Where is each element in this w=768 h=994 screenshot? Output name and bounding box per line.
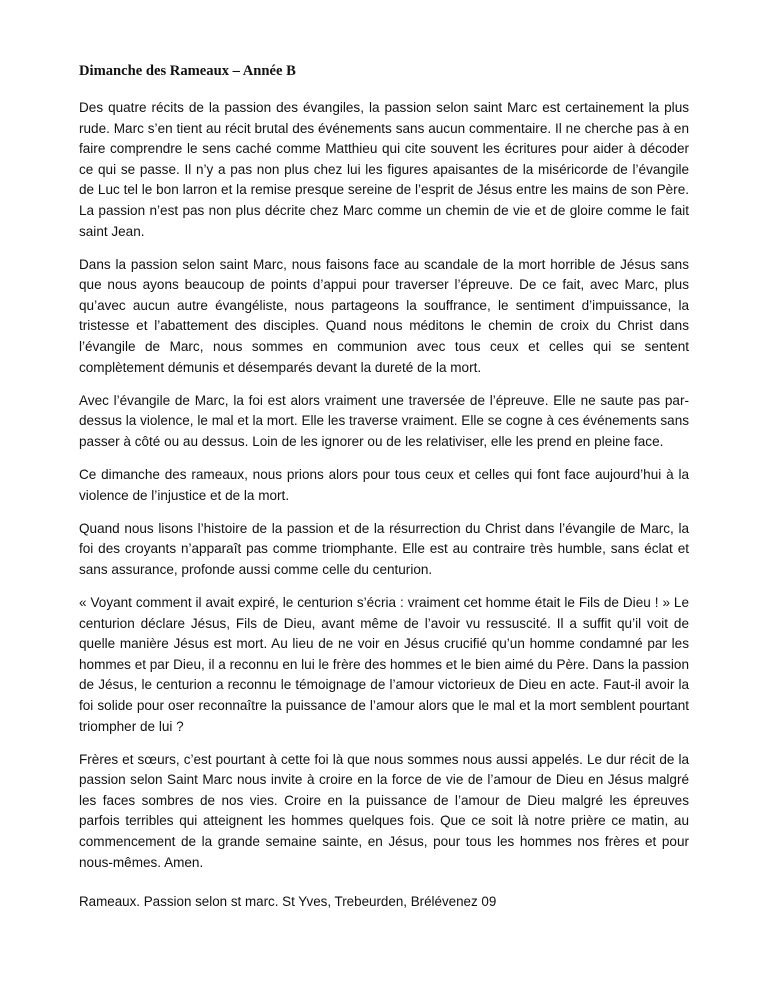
paragraph-7: Frères et sœurs, c’est pourtant à cette foi là que nous sommes nous aussi appelés. Le dur récit de la passion selon Saint Marc nous invite à croire en la force de vie de l’amour de Dieu en Jésus malgré les faces sombres de nos vies. Croire en la puissance de l’amour de Dieu malgré les épreuves parfois terribles qui atteignent les hommes quelques fois. Que ce soit là notre prière ce matin, au commencement de la grande semaine sainte, en Jésus, pour tous les hommes nos frères et pour nous-mêmes. Amen. (79, 751, 689, 870)
document-page (79, 52, 689, 886)
document-title: Dimanche des Rameaux – Année B (79, 63, 296, 79)
paragraph-5: Quand nous lisons l’histoire de la passion et de la résurrection du Christ dans l’évangile de Marc, la foi des croyants n’apparaît pas comme triomphante. Elle est au contraire très humble, sans éclat et sans assurance, profonde aussi comme celle du centurion. (79, 520, 689, 577)
paragraph-2: Dans la passion selon saint Marc, nous faisons face au scandale de la mort horrible de Jésus sans que nous ayons beaucoup de points d’appui pour traverser l’épreuve. De ce fait, avec Marc, plus qu’avec aucun autre évangéliste, nous partageons la souffrance, le sentiment d’impuissance, la tristesse et l’abattement des disciples. Quand nous méditons le chemin de croix du Christ dans l’évangile de Marc, nous sommes en communion avec tous ceux et celles qui se sentent complètement démunis et désemparés devant la dureté de la mort. (79, 256, 689, 375)
page-footer: Rameaux. Passion selon st marc. St Yves, Trebeurden, Brélévenez 09 (79, 894, 497, 909)
paragraph-4: Ce dimanche des rameaux, nous prions alors pour tous ceux et celles qui font face aujourd’hui à la violence de l’injustice et de la mort. (79, 467, 689, 503)
paragraph-3: Avec l’évangile de Marc, la foi est alors vraiment une traversée de l’épreuve. Elle ne saute pas par-dessus la violence, le mal et la mort. Elle les traverse vraiment. Elle se cogne à ces événements sans passer à côté ou au dessus. Loin de les ignorer ou de les relativiser, elle les prend en pleine face. (79, 392, 689, 449)
paragraph-6: « Voyant comment il avait expiré, le centurion s’écria : vraiment cet homme était le Fils de Dieu ! » Le centurion déclare Jésus, Fils de Dieu, avant même de l’avoir vu ressuscité. Il a suffit qu’il voit de quelle manière Jésus est mort. Au lieu de ne voir en Jésus crucifié qu’un homme condamné par les hommes et par Dieu, il a reconnu en lui le frère des hommes et le bien aimé du Père. Dans la passion de Jésus, le centurion a reconnu le témoignage de l’amour victorieux de Dieu en acte. Faut-il avoir la foi solide pour oser reconnaître la puissance de l’amour alors que le mal et la mort semblent pourtant triompher de lui ? (79, 594, 689, 734)
paragraph-1: Des quatre récits de la passion des évangiles, la passion selon saint Marc est certainement la plus rude. Marc s’en tient au récit brutal des événements sans aucun commentaire. Il ne cherche pas à en faire comprendre le sens caché comme Matthieu qui cite souvent les écritures pour aider à décoder ce qui se passe. Il n’y a pas non plus chez lui les figures apaisantes de la miséricorde de l’évangile de Luc tel le bon larron et la remise presque sereine de l’esprit de Jésus entre les mains de son Père. La passion n’est pas non plus décrite chez Marc comme un chemin de vie et de gloire comme le fait saint Jean. (79, 100, 689, 239)
